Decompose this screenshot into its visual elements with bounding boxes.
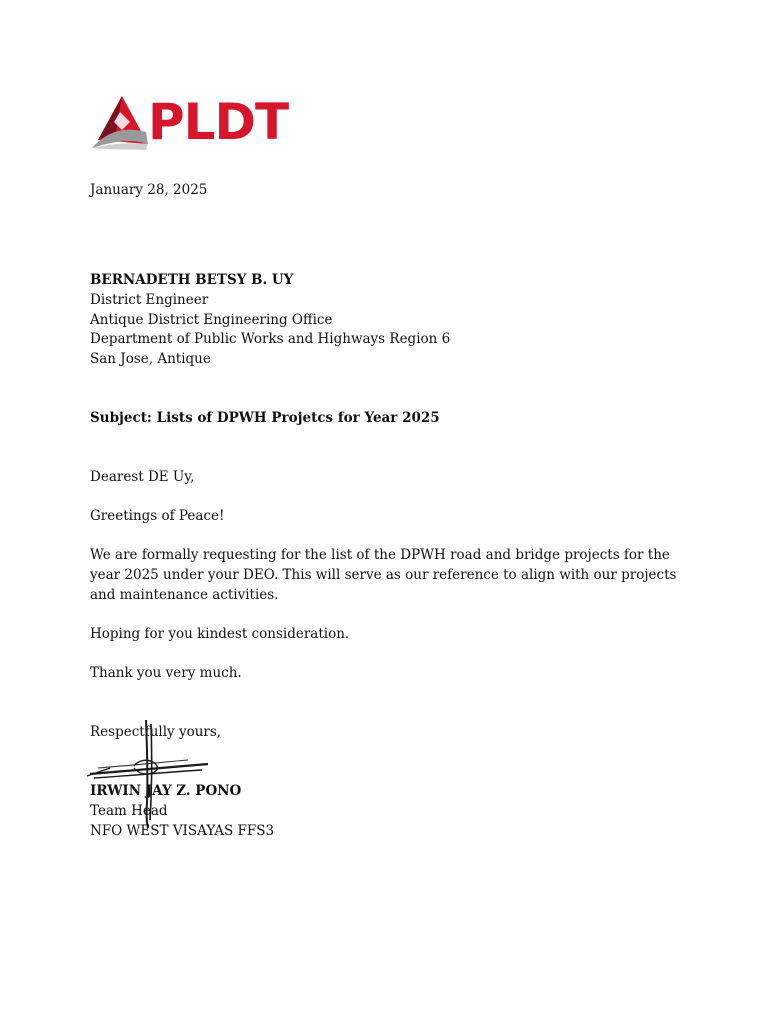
pldt-logo-mark-icon — [90, 92, 152, 152]
letter-date: January 28, 2025 — [90, 182, 208, 198]
sender-title: Team Head — [90, 803, 168, 819]
recipient-office: Antique District Engineering Office — [90, 312, 333, 328]
recipient-department: Department of Public Works and Highways Region 6 — [90, 331, 451, 347]
hope-line: Hoping for you kindest consideration. — [90, 626, 350, 642]
recipient-name: BERNADETH BETSY B. UY — [90, 272, 294, 288]
recipient-address: San Jose, Antique — [90, 351, 211, 367]
handwritten-signature — [84, 716, 216, 832]
closing-line: Respectfully yours, — [90, 724, 222, 740]
recipient-title: District Engineer — [90, 292, 209, 308]
pldt-logo-text: PLDT — [148, 93, 289, 151]
pldt-logo — [90, 92, 288, 152]
letter-subject: Subject: Lists of DPWH Projetcs for Year 2025 — [90, 410, 440, 426]
body-paragraph: We are formally requesting for the list of the DPWH road and bridge projects for the year 2025 under your DEO. This will serve as our reference to align with our projects and maintenance activities. — [90, 547, 677, 603]
sender-unit: NFO WEST VISAYAS FFS3 — [90, 823, 275, 839]
salutation: Dearest DE Uy, — [90, 469, 195, 485]
sender-name: IRWIN JAY Z. PONO — [90, 783, 242, 799]
greeting: Greetings of Peace! — [90, 508, 225, 524]
thanks-line: Thank you very much. — [90, 665, 242, 681]
